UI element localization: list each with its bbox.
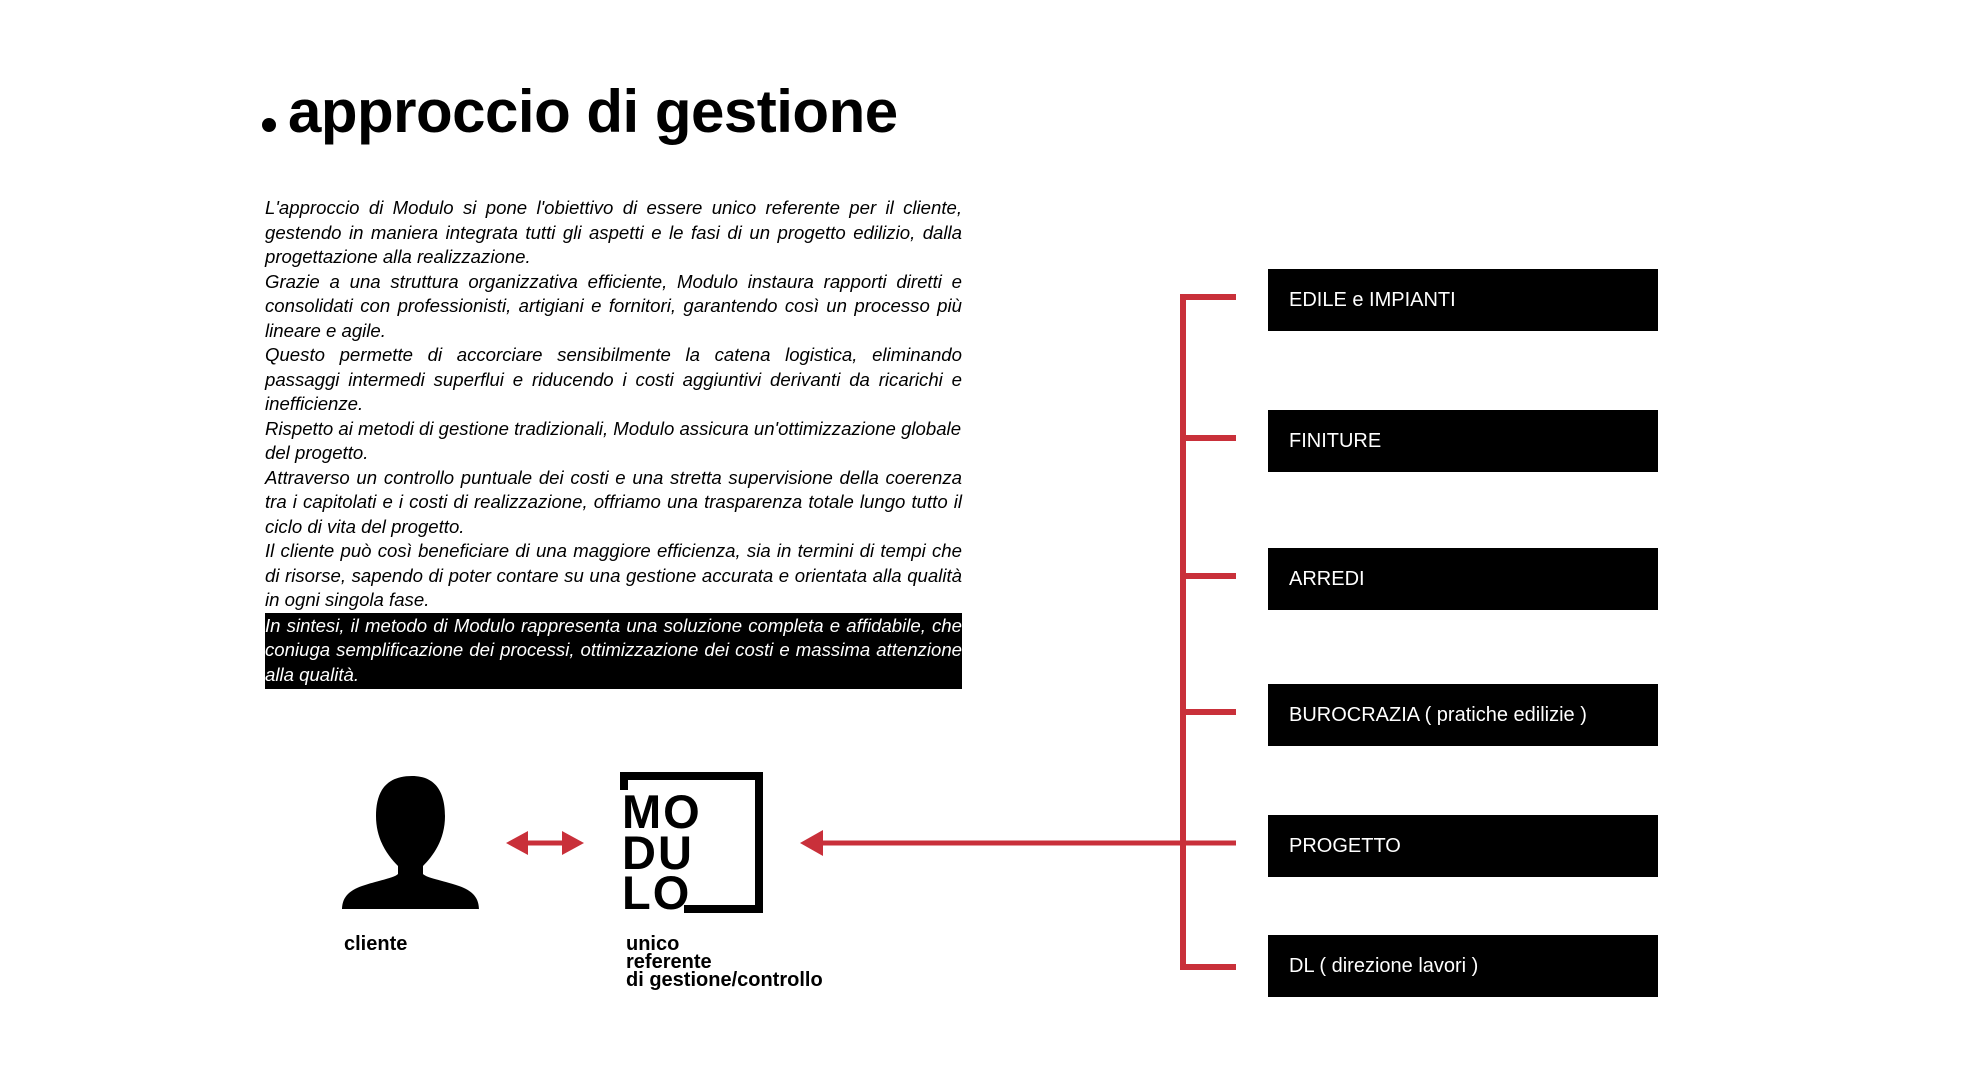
logo-line-2: DU xyxy=(622,826,694,879)
service-box-finiture: FINITURE xyxy=(1268,410,1658,472)
modulo-caption-line: unico xyxy=(626,933,680,955)
client-label: cliente xyxy=(344,933,408,955)
modulo-caption xyxy=(626,935,823,989)
modulo-caption-line: di gestione/controllo xyxy=(626,969,823,991)
summary-highlight: In sintesi, il metodo di Modulo rappresenta una soluzione completa e affidabile, che coniuga semplificazione dei processi, ottimizzazione dei costi e massima attenzione alla qualità. xyxy=(265,613,962,690)
intro-paragraph: Rispetto ai metodi di gestione tradizionali, Modulo assicura un'ottimizzazione globale del progetto. xyxy=(265,417,962,463)
intro-paragraph: Attraverso un controllo puntuale dei costi e una stretta supervisione della coerenza tra i capitolati e i costi di realizzazione, offriamo una trasparenza totale lungo tutto il ciclo di vita del progetto. xyxy=(265,466,962,537)
service-box-arredi: ARREDI xyxy=(1268,548,1658,610)
double-arrow-icon xyxy=(506,831,584,855)
intro-paragraph: Questo permette di accorciare sensibilmente la catena logistica, eliminando passaggi intermedi superflui e riducendo i costi aggiuntivi derivanti da ricarichi e inefficienze. xyxy=(265,344,962,414)
page-title-text: approccio di gestione xyxy=(288,78,898,145)
service-box-progetto: PROGETTO xyxy=(1268,815,1658,877)
intro-paragraph: Grazie a una struttura organizzativa efficiente, Modulo instaura rapporti diretti e consolidati con professionisti, artigiani e fornitori, garantendo così un processo più lineare e agile. xyxy=(265,270,962,341)
service-box-burocrazia: BUROCRAZIA ( pratiche edilizie ) xyxy=(1268,684,1658,746)
modulo-logo xyxy=(622,776,759,919)
intro-paragraph: L'approccio di Modulo si pone l'obiettivo di essere unico referente per il cliente, gestendo in maniera integrata tutti gli aspetti e le fasi di un progetto edilizio, dalla progettazione alla realizzazione. xyxy=(265,197,962,267)
logo-line-1: MO xyxy=(622,785,702,838)
client-caption xyxy=(344,935,407,953)
services-bracket xyxy=(1180,297,1236,967)
connector-arrow xyxy=(800,830,1236,856)
person-silhouette-icon xyxy=(342,776,479,910)
modulo-caption-line: referente xyxy=(626,951,712,973)
logo-line-3: LO xyxy=(622,866,692,919)
intro-paragraph: Il cliente può così beneficiare di una maggiore efficienza, sia in termini di tempi che di risorse, sapendo di poter contare su una gestione accurata e orientata alla qualità in ogni singola fase. xyxy=(265,540,962,610)
service-box-dl: DL ( direzione lavori ) xyxy=(1268,935,1658,997)
service-box-edile: EDILE e IMPIANTI xyxy=(1268,269,1658,331)
